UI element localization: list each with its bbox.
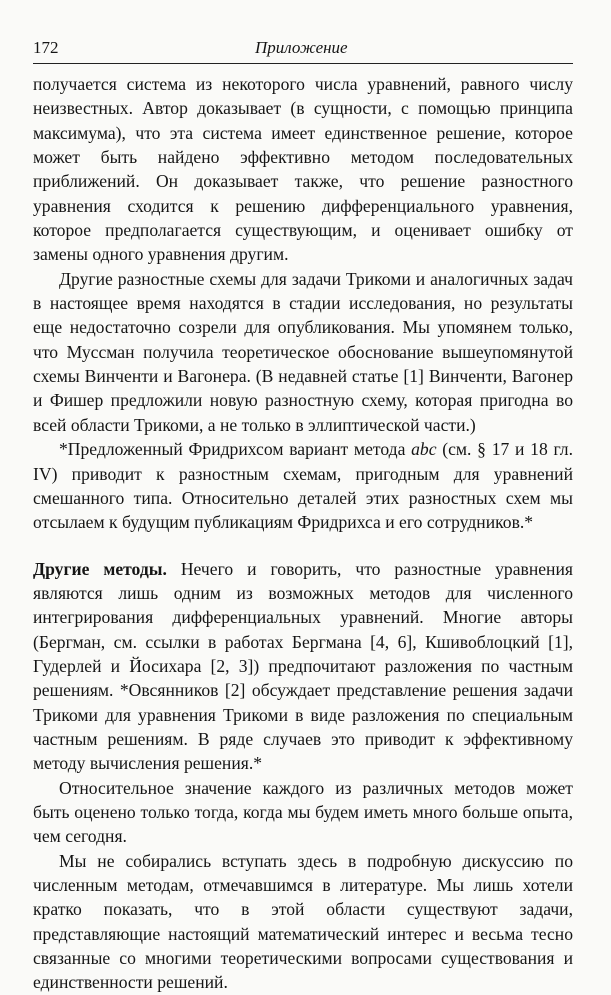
paragraph-friedrichs xyxy=(33,437,573,534)
method-abc: abc xyxy=(411,439,437,460)
section-gap xyxy=(33,535,573,557)
running-title: Приложение xyxy=(255,38,348,57)
paragraph-friedrichs-rest: (см. § 17 и 18 гл. IV) приводит к разностным схемам, пригодным для уравнений смешанного типа. Относительно деталей этих разностных схем мы отсылаем к будущим публикациям Фридрихса и его сотрудников.* xyxy=(33,439,573,533)
section-lead-heading: Другие методы. xyxy=(33,558,167,579)
paragraph-difference-schemes: Другие разностные схемы для задачи Трикоми и аналогичных задач в настоящее время находятся в стадии исследования, но результаты еще недостаточно созрели для опубликования. Мы упомянем только, что Муссман получила теоретическое обоснование вышеупомянутой схемы Винченти и Вагонера. (В недавней статье [1] Винченти, Вагонер и Фишер предложили новую разностную схему, которая пригодна во всей области Трикоми, а не только в эллиптической части.) xyxy=(33,268,573,435)
header-rule xyxy=(33,63,573,64)
paragraph-friedrichs-start: *Предложенный Фридрихсом вариант метода xyxy=(59,439,412,460)
paragraph-other-methods-text: Нечего и говорить, что разностные уравнения являются лишь одним из возможных методов для численного интегрирования дифференциальных уравнений. Многие авторы (Бергман, см. ссылки в работах Бергмана [4, 6], Кшивоблоцкий [1], Гудерлей и Йосихара [2, 3]) предпочитают разложения по частным решениям. *Овсянников [2] обсуждает представление решения задачи Трикоми для уравнения Трикоми в виде разложения по специальным частным решениям. В ряде случаев это приводит к эффективному методу вычисления решения.* xyxy=(33,558,573,774)
page-body xyxy=(33,72,573,995)
paragraph-continued: получается система из некоторого числа уравнений, равного числу неизвестных. Автор доказывает (в сущности, с помощью принципа максимума), что эта система имеет единственное решение, которое может быть найдено эффективно методом последовательных приближений. Он доказывает также, что решение разностного уравнения сходится к решению дифференциального уравнения, которое предполагается существующим, и оценивает ошибку от замены одного уравнения другим. xyxy=(33,74,573,265)
paragraph-relative-value: Относительное значение каждого из различных методов может быть оценено только тогда, когда мы будем иметь много больше опыта, чем сегодня. xyxy=(33,777,573,847)
paragraph-other-methods xyxy=(33,557,573,776)
paragraph-conclusion: Мы не собирались вступать здесь в подробную дискуссию по численным методам, отмечавшимся в литературе. Мы лишь хотели кратко показать, что в этой области существуют задачи, представляющие настоящий математический интерес и весьма тесно связанные со многими теоретическими вопросами существования и единственности решений. xyxy=(33,850,573,993)
page-header xyxy=(33,38,573,60)
page-number: 172 xyxy=(33,38,59,57)
